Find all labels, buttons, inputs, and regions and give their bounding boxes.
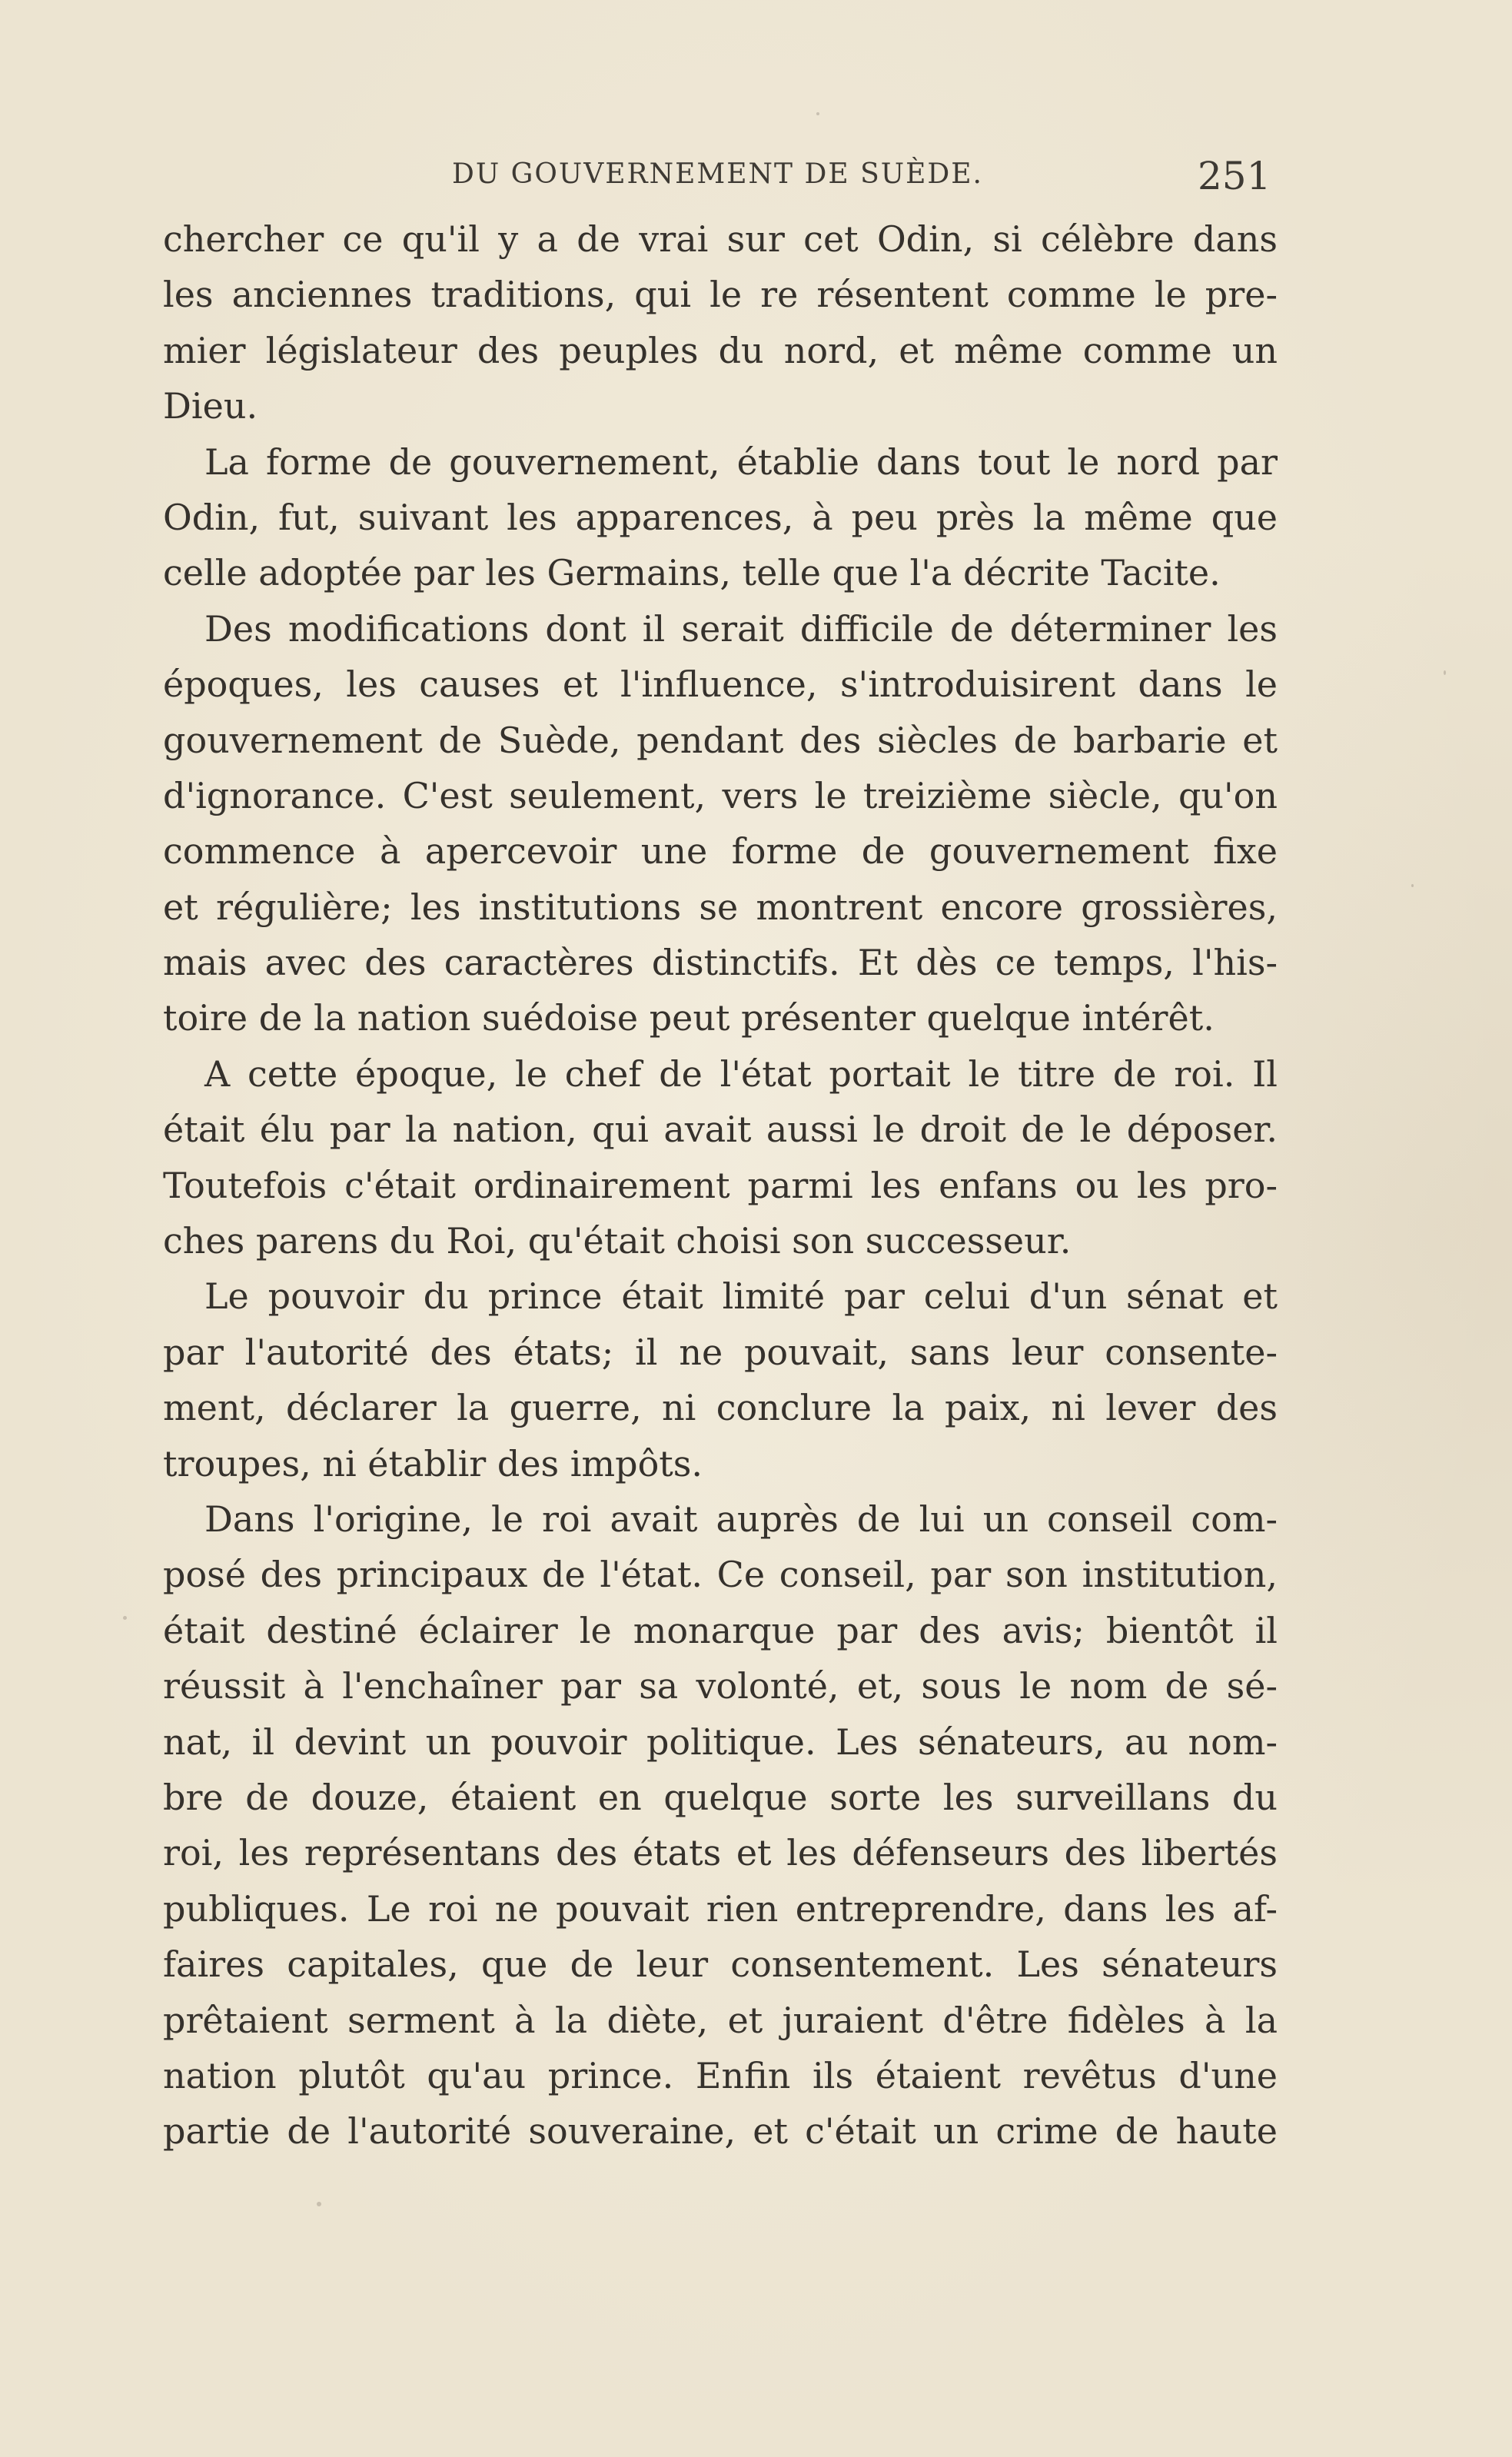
running-title: DU GOUVERNEMENT DE SUÈDE.: [452, 158, 983, 190]
text-line: partie de l'autorité souveraine, et c'était un crime de haute: [163, 2110, 1278, 2153]
paper-speck: [317, 2202, 321, 2206]
paper-speck: [816, 112, 819, 115]
text-line: mier législateur des peuples du nord, et même comme un: [163, 329, 1278, 371]
text-line: d'ignorance. C'est seulement, vers le treizième siècle, qu'on: [163, 774, 1278, 816]
paper-speck: [1444, 670, 1446, 675]
text-line: commence à apercevoir une forme de gouvernement fixe: [163, 830, 1278, 873]
page-number: 251: [1198, 154, 1271, 198]
text-line: mais avec des caractères distinctifs. Et dès ce temps, l'his-: [163, 942, 1278, 984]
text-line: les anciennes traditions, qui le re résentent comme le pre-: [163, 274, 1278, 316]
text-line: toire de la nation suédoise peut présenter quelque intérêt.: [163, 997, 1215, 1039]
text-line: réussit à l'enchaîner par sa volonté, et, sous le nom de sé-: [163, 1665, 1278, 1707]
text-line: faires capitales, que de leur consentement. Les sénateurs: [163, 1943, 1278, 1986]
text-line: bre de douze, étaient en quelque sorte les surveillans du: [163, 1776, 1278, 1818]
text-line: posé des principaux de l'état. Ce conseil, par son institution,: [163, 1554, 1278, 1596]
text-line: troupes, ni établir des impôts.: [163, 1442, 703, 1485]
text-line: chercher ce qu'il y a de vrai sur cet Odin, si célèbre dans: [163, 218, 1278, 260]
text-line: Le pouvoir du prince était limité par celui d'un sénat et: [204, 1275, 1278, 1318]
paper-speck: [1411, 884, 1414, 887]
page-header: [0, 154, 1512, 200]
text-line: et régulière; les institutions se montrent encore grossières,: [163, 886, 1278, 928]
text-line: gouvernement de Suède, pendant des siècles de barbarie et: [163, 719, 1278, 761]
text-line: Des modifications dont il serait difficile de déterminer les: [204, 607, 1278, 650]
text-line: Dans l'origine, le roi avait auprès de lui un conseil com-: [204, 1498, 1278, 1540]
text-line: publiques. Le roi ne pouvait rien entreprendre, dans les af-: [163, 1887, 1278, 1930]
paper-speck: [123, 1616, 127, 1620]
text-line: prêtaient serment à la diète, et juraient d'être fidèles à la: [163, 1999, 1278, 2041]
text-line: La forme de gouvernement, établie dans tout le nord par: [204, 441, 1278, 483]
text-line: roi, les représentans des états et les défenseurs des libertés: [163, 1832, 1278, 1874]
text-line: était élu par la nation, qui avait aussi le droit de le déposer.: [163, 1109, 1278, 1151]
text-line: celle adoptée par les Germains, telle que l'a décrite Tacite.: [163, 552, 1221, 594]
text-line: époques, les causes et l'influence, s'introduisirent dans le: [163, 663, 1278, 706]
text-line: par l'autorité des états; il ne pouvait, sans leur consente-: [163, 1331, 1278, 1373]
body-text: [163, 211, 1278, 2159]
text-line: Dieu.: [163, 385, 258, 427]
text-line: Toutefois c'était ordinairement parmi les enfans ou les pro-: [163, 1164, 1278, 1206]
text-line: ment, déclarer la guerre, ni conclure la paix, ni lever des: [163, 1387, 1278, 1429]
text-line: nat, il devint un pouvoir politique. Les sénateurs, au nom-: [163, 1721, 1278, 1763]
text-line: A cette époque, le chef de l'état portait le titre de roi. Il: [204, 1052, 1278, 1095]
text-line: était destiné éclairer le monarque par des avis; bientôt il: [163, 1609, 1278, 1651]
text-line: nation plutôt qu'au prince. Enfin ils étaient revêtus d'une: [163, 2054, 1278, 2096]
text-line: Odin, fut, suivant les apparences, à peu près la même que: [163, 496, 1278, 538]
text-line: ches parens du Roi, qu'était choisi son successeur.: [163, 1220, 1072, 1262]
